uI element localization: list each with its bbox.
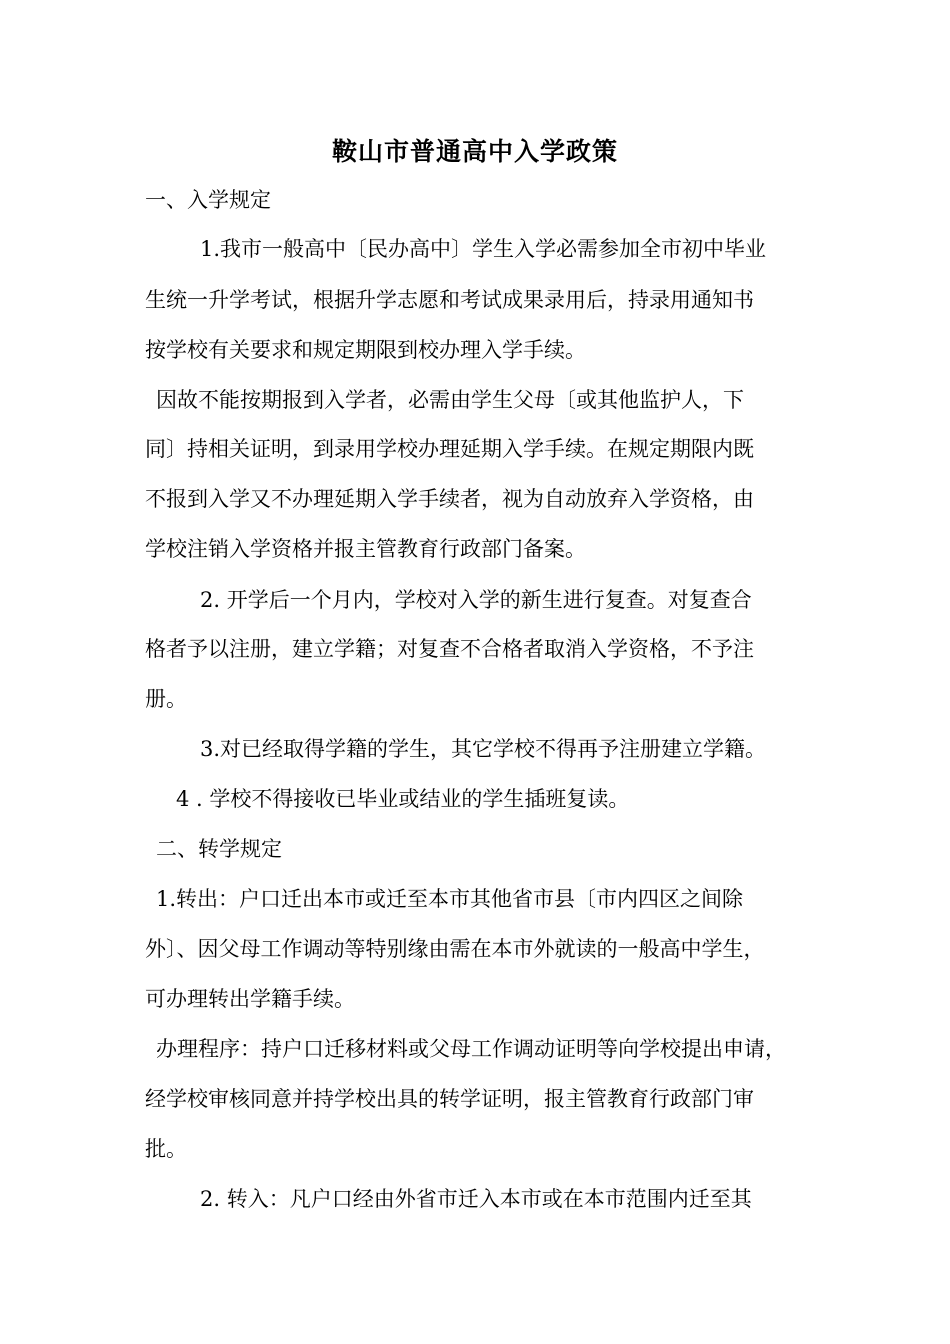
paragraph-line: 可办理转出学籍手续。 [145, 987, 355, 1011]
paragraph-line: 册。 [145, 687, 187, 711]
paragraph-line: 3.对已经取得学籍的学生，其它学校不得再予注册建立学籍。 [200, 737, 767, 761]
paragraph-line: 生统一升学考试，根据升学志愿和考试成果录用后，持录用通知书 [145, 288, 754, 312]
paragraph-line: 外〕、因父母工作调动等特别缘由需在本市外就读的一般高中学生， [145, 937, 765, 961]
paragraph-line: 因故不能按期报到入学者，必需由学生父母〔或其他监护人，下 [156, 388, 744, 412]
paragraph-line: 按学校有关要求和规定期限到校办理入学手续。 [145, 338, 586, 362]
paragraph-line: 批。 [145, 1137, 187, 1161]
paragraph-line: 1.我市一般高中〔民办高中〕学生入学必需参加全市初中毕业 [200, 237, 767, 261]
paragraph-line: 格者予以注册，建立学籍；对复查不合格者取消入学资格，不予注 [145, 637, 754, 661]
paragraph-line: 4 . 学校不得接收已毕业或结业的学生插班复读。 [176, 787, 630, 811]
paragraph-line: 不报到入学又不办理延期入学手续者，视为自动放弃入学资格，由 [145, 487, 754, 511]
paragraph-line: 经学校审核同意并持学校出具的转学证明，报主管教育行政部门审 [145, 1087, 754, 1111]
paragraph-line: 2. 转入：凡户口经由外省市迁入本市或在本市范围内迁至其 [200, 1187, 752, 1211]
section-heading-transfer: 二、转学规定 [156, 837, 282, 861]
paragraph-line: 2. 开学后一个月内，学校对入学的新生进行复查。对复查合 [200, 588, 752, 612]
section-heading-admission: 一、入学规定 [145, 188, 271, 212]
paragraph-line: 同〕持相关证明，到录用学校办理延期入学手续。在规定期限内既 [145, 437, 754, 461]
document-title: 鞍山市普通高中入学政策 [331, 137, 618, 166]
paragraph-line: 学校注销入学资格并报主管教育行政部门备案。 [145, 537, 586, 561]
paragraph-line: 1.转出：户口迁出本市或迁至本市其他省市县〔市内四区之间除 [156, 887, 744, 911]
paragraph-line: 办理程序：持户口迁移材料或父母工作调动证明等向学校提出申请， [156, 1037, 786, 1061]
